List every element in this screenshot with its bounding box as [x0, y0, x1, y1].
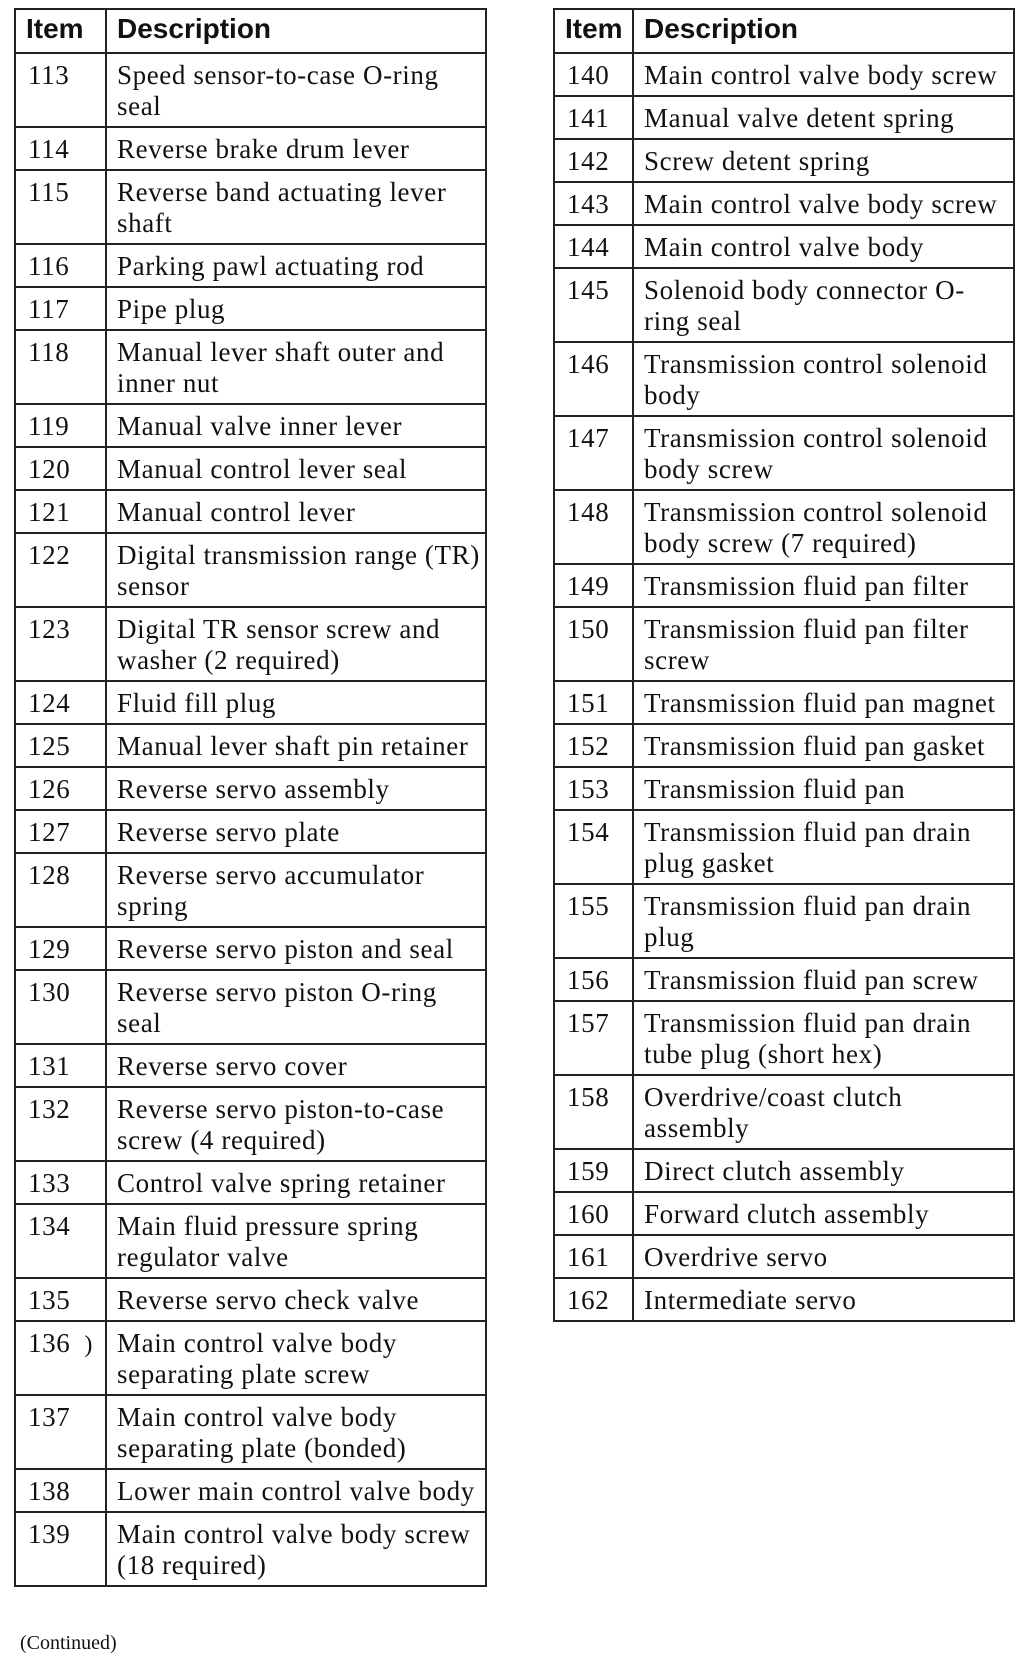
item-number-cell [15, 170, 106, 244]
item-number-cell [15, 330, 106, 404]
item-number: 148 [567, 497, 610, 527]
table-row [15, 244, 486, 287]
item-number-cell [15, 1087, 106, 1161]
item-column-header: Item [15, 9, 106, 53]
item-description: Transmission fluid pan magnet [633, 681, 1014, 724]
item-number-cell [554, 182, 633, 225]
item-number: 159 [567, 1156, 610, 1186]
item-description: Digital transmission range (TR) sensor [106, 533, 486, 607]
item-number: 140 [567, 60, 610, 90]
item-description: Transmission fluid pan [633, 767, 1014, 810]
table-row [15, 767, 486, 810]
item-description: Parking pawl actuating rod [106, 244, 486, 287]
item-number-cell [15, 490, 106, 533]
table-row [15, 1278, 486, 1321]
item-number: 113 [28, 60, 70, 90]
table-row [554, 1149, 1014, 1192]
item-description: Control valve spring retainer [106, 1161, 486, 1204]
item-number: 151 [567, 688, 610, 718]
item-description: Reverse servo accumulator spring [106, 853, 486, 927]
item-number-cell [15, 53, 106, 127]
item-number: 131 [28, 1051, 71, 1081]
item-description: Manual lever shaft pin retainer [106, 724, 486, 767]
item-description: Manual control lever [106, 490, 486, 533]
item-number-cell [554, 1278, 633, 1321]
item-number-cell [554, 724, 633, 767]
item-number: 139 [28, 1519, 71, 1549]
table-row [554, 182, 1014, 225]
table-row [15, 533, 486, 607]
item-number-cell [15, 533, 106, 607]
item-number: 150 [567, 614, 610, 644]
item-description: Overdrive/coast clutch assembly [633, 1075, 1014, 1149]
item-column-header: Item [554, 9, 633, 53]
table-row [554, 564, 1014, 607]
item-description: Manual control lever seal [106, 447, 486, 490]
table-row [15, 127, 486, 170]
item-description: Main control valve body separating plate (bonded) [106, 1395, 486, 1469]
item-description: Speed sensor-to-case O-ring seal [106, 53, 486, 127]
item-number: 123 [28, 614, 71, 644]
item-number: 162 [567, 1285, 610, 1315]
item-number-cell [15, 127, 106, 170]
item-description: Transmission control solenoid body screw [633, 416, 1014, 490]
item-description: Reverse servo piston and seal [106, 927, 486, 970]
table-row [15, 810, 486, 853]
item-number-cell [15, 1161, 106, 1204]
item-description: Direct clutch assembly [633, 1149, 1014, 1192]
item-number-cell [15, 287, 106, 330]
item-number-cell [15, 1395, 106, 1469]
item-number-cell [15, 724, 106, 767]
item-description: Manual valve detent spring [633, 96, 1014, 139]
item-number: 135 [28, 1285, 71, 1315]
item-number-cell [554, 564, 633, 607]
table-row [15, 404, 486, 447]
item-number-cell [15, 404, 106, 447]
item-number: 143 [567, 189, 610, 219]
table-row [554, 1278, 1014, 1321]
item-number-cell [554, 268, 633, 342]
item-number: 145 [567, 275, 610, 305]
table-row [554, 139, 1014, 182]
table-row [554, 767, 1014, 810]
item-number-cell [554, 1075, 633, 1149]
item-description: Fluid fill plug [106, 681, 486, 724]
table-row [554, 96, 1014, 139]
item-number-cell [15, 244, 106, 287]
item-description: Transmission fluid pan drain tube plug (short hex) [633, 1001, 1014, 1075]
table-row [15, 970, 486, 1044]
table-row [15, 853, 486, 927]
right-table-body [554, 53, 1014, 1321]
item-number: 125 [28, 731, 71, 761]
table-row [15, 1161, 486, 1204]
item-description: Main control valve body screw (18 required) [106, 1512, 486, 1586]
table-row [15, 1044, 486, 1087]
item-number: 132 [28, 1094, 71, 1124]
item-number-cell [15, 1204, 106, 1278]
table-row [554, 884, 1014, 958]
item-description: Reverse servo plate [106, 810, 486, 853]
description-column-header: Description [633, 9, 1014, 53]
item-number-cell [554, 810, 633, 884]
table-row [15, 1395, 486, 1469]
item-number-cell [15, 681, 106, 724]
item-description: Reverse servo piston O-ring seal [106, 970, 486, 1044]
table-row [554, 490, 1014, 564]
item-number: 119 [28, 411, 70, 441]
item-number: 154 [567, 817, 610, 847]
table-row [554, 1075, 1014, 1149]
item-description: Main control valve body screw [633, 182, 1014, 225]
item-number: 155 [567, 891, 610, 921]
item-number: 161 [567, 1242, 610, 1272]
item-description: Transmission fluid pan drain plug gasket [633, 810, 1014, 884]
table-row [554, 225, 1014, 268]
item-number-cell [15, 927, 106, 970]
item-number: 153 [567, 774, 610, 804]
item-number: 115 [28, 177, 70, 207]
item-number: 117 [28, 294, 70, 324]
item-number: 157 [567, 1008, 610, 1038]
table-row [554, 607, 1014, 681]
item-description: Main fluid pressure spring regulator valve [106, 1204, 486, 1278]
item-number-cell [15, 853, 106, 927]
table-row [15, 1204, 486, 1278]
item-number: 138 [28, 1476, 71, 1506]
table-row [554, 1235, 1014, 1278]
item-description: Transmission fluid pan screw [633, 958, 1014, 1001]
table-row [554, 958, 1014, 1001]
table-row [554, 342, 1014, 416]
item-description: Reverse brake drum lever [106, 127, 486, 170]
item-description: Manual lever shaft outer and inner nut [106, 330, 486, 404]
item-number: 147 [567, 423, 610, 453]
table-row [15, 330, 486, 404]
item-number-cell [15, 767, 106, 810]
table-row [554, 1001, 1014, 1075]
item-description: Forward clutch assembly [633, 1192, 1014, 1235]
item-number-cell [554, 416, 633, 490]
item-number: 156 [567, 965, 610, 995]
item-description: Intermediate servo [633, 1278, 1014, 1321]
item-number-cell [554, 1149, 633, 1192]
item-number-cell [554, 96, 633, 139]
item-description: Overdrive servo [633, 1235, 1014, 1278]
item-number-cell [554, 490, 633, 564]
item-number: 144 [567, 232, 610, 262]
left-table-body [15, 53, 486, 1586]
table-row [15, 1512, 486, 1586]
item-description: Reverse band actuating lever shaft [106, 170, 486, 244]
table-row [15, 724, 486, 767]
table-row [15, 287, 486, 330]
item-number-cell [15, 1512, 106, 1586]
item-number: 134 [28, 1211, 71, 1241]
item-number-cell [554, 139, 633, 182]
table-row [554, 810, 1014, 884]
item-number: 160 [567, 1199, 610, 1229]
item-number-cell [554, 681, 633, 724]
table-header-row [554, 9, 1014, 53]
item-number-cell [554, 958, 633, 1001]
continued-note: (Continued) [20, 1632, 117, 1654]
item-description: Reverse servo check valve [106, 1278, 486, 1321]
item-description: Transmission control solenoid body [633, 342, 1014, 416]
item-description: Pipe plug [106, 287, 486, 330]
right-parts-table [553, 8, 1015, 1322]
item-number-cell [15, 1321, 106, 1395]
item-number: 116 [28, 251, 70, 281]
item-description: Reverse servo piston-to-case screw (4 required) [106, 1087, 486, 1161]
item-number: 118 [28, 337, 70, 367]
item-number-cell [15, 447, 106, 490]
item-number-cell [554, 1001, 633, 1075]
table-row [15, 1321, 486, 1395]
item-number: 124 [28, 688, 71, 718]
item-description: Transmission fluid pan gasket [633, 724, 1014, 767]
stray-mark: ) [84, 1332, 93, 1358]
item-description: Reverse servo assembly [106, 767, 486, 810]
item-number-cell [554, 342, 633, 416]
item-number-cell [554, 767, 633, 810]
item-description: Transmission control solenoid body screw (7 required) [633, 490, 1014, 564]
item-number-cell [554, 225, 633, 268]
item-number: 158 [567, 1082, 610, 1112]
item-description: Lower main control valve body [106, 1469, 486, 1512]
left-parts-table [14, 8, 487, 1587]
item-number: 133 [28, 1168, 71, 1198]
item-description: Main control valve body separating plate screw [106, 1321, 486, 1395]
table-header-row [15, 9, 486, 53]
item-number: 114 [28, 134, 70, 164]
item-description: Transmission fluid pan drain plug [633, 884, 1014, 958]
table-row [15, 1087, 486, 1161]
item-description: Digital TR sensor screw and washer (2 required) [106, 607, 486, 681]
item-number-cell [15, 970, 106, 1044]
item-description: Reverse servo cover [106, 1044, 486, 1087]
item-description: Transmission fluid pan filter screw [633, 607, 1014, 681]
item-number-cell [554, 607, 633, 681]
item-number: 126 [28, 774, 71, 804]
item-description: Transmission fluid pan filter [633, 564, 1014, 607]
item-number-cell [15, 1278, 106, 1321]
table-row [554, 681, 1014, 724]
item-number-cell [554, 53, 633, 96]
item-number: 146 [567, 349, 610, 379]
table-row [15, 170, 486, 244]
item-number-cell [554, 1235, 633, 1278]
table-row [554, 53, 1014, 96]
item-number: 136 [28, 1328, 71, 1358]
item-number: 152 [567, 731, 610, 761]
item-number: 127 [28, 817, 71, 847]
table-row [15, 447, 486, 490]
item-number: 120 [28, 454, 71, 484]
table-row [15, 607, 486, 681]
table-row [15, 490, 486, 533]
item-number: 137 [28, 1402, 71, 1432]
item-description: Solenoid body connector O-ring seal [633, 268, 1014, 342]
item-number: 128 [28, 860, 71, 890]
item-description: Manual valve inner lever [106, 404, 486, 447]
item-description: Screw detent spring [633, 139, 1014, 182]
item-number-cell [554, 884, 633, 958]
item-description: Main control valve body [633, 225, 1014, 268]
table-row [554, 1192, 1014, 1235]
item-number: 142 [567, 146, 610, 176]
item-number-cell [15, 1469, 106, 1512]
item-number-cell [15, 810, 106, 853]
table-row [554, 416, 1014, 490]
table-row [15, 1469, 486, 1512]
item-number: 129 [28, 934, 71, 964]
item-number-cell [15, 607, 106, 681]
item-number: 130 [28, 977, 71, 1007]
table-row [15, 53, 486, 127]
table-row [15, 927, 486, 970]
table-row [15, 681, 486, 724]
description-column-header: Description [106, 9, 486, 53]
item-description: Main control valve body screw [633, 53, 1014, 96]
table-row [554, 268, 1014, 342]
item-number: 121 [28, 497, 71, 527]
table-row [554, 724, 1014, 767]
item-number: 141 [567, 103, 610, 133]
item-number: 122 [28, 540, 71, 570]
item-number-cell [554, 1192, 633, 1235]
item-number-cell [15, 1044, 106, 1087]
item-number: 149 [567, 571, 610, 601]
